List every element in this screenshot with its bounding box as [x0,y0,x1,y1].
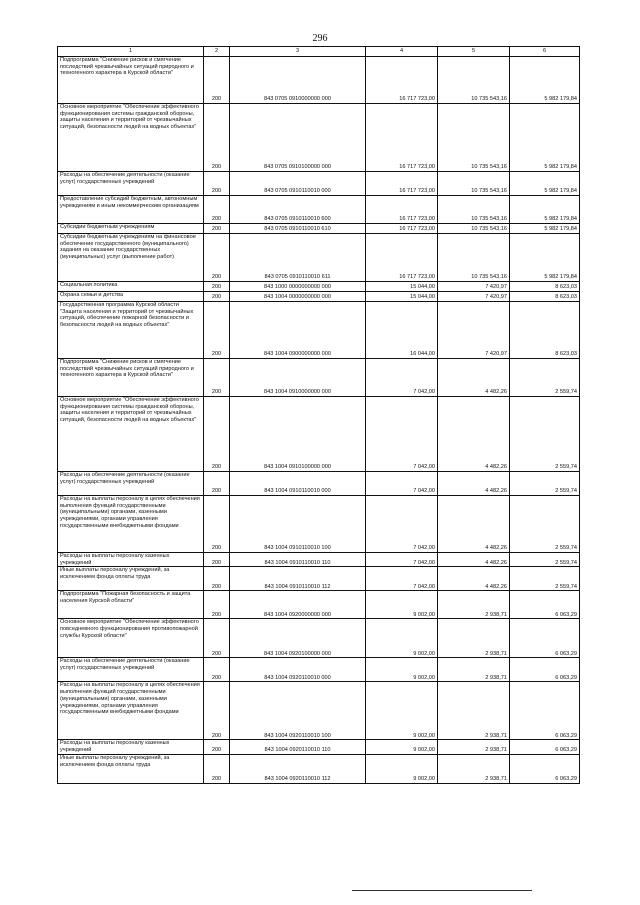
row-value-col4: 16 717 723,00 [366,224,438,234]
row-value-col5: 4 482,26 [438,397,510,472]
row-name: Расходы на выплаты персоналу в целях обеспечения выполнения функций государственными (муниципальными) органами, казенными учреждениями, органами управления государственными внебюджетными фондами [58,682,204,740]
row-name: Иные выплаты персоналу учреждений, за исключением фонда оплаты труда [58,754,204,783]
row-value-col5: 4 482,26 [438,567,510,591]
row-code: 200 [204,472,230,496]
row-code: 200 [204,234,230,282]
row-value-col4: 16 717 723,00 [366,104,438,172]
row-name: Расходы на выплаты персоналу в целях обеспечения выполнения функций государственными (муниципальными) органами, казенными учреждениями, органами управления государственными внебюджетными фондами [58,496,204,553]
row-value-col5: 4 482,26 [438,359,510,397]
row-value-col5: 10 735 543,16 [438,234,510,282]
row-value-col5: 10 735 543,16 [438,224,510,234]
table-row [58,553,580,567]
row-value-col5: 10 735 543,16 [438,104,510,172]
row-name: Расходы на обеспечение деятельности (оказание услуг) государственных учреждений [58,658,204,682]
table-row [58,754,580,783]
row-classifier: 843 1004 0910000000 000 [230,359,366,397]
row-value-col6: 2 559,74 [510,359,580,397]
row-value-col4: 16 717 723,00 [366,172,438,196]
row-code: 200 [204,172,230,196]
table-row [58,658,580,682]
row-classifier: 843 1004 0910100000 000 [230,397,366,472]
table-row [58,359,580,397]
column-header: 6 [510,47,580,57]
row-value-col6: 5 982 179,84 [510,172,580,196]
budget-table [57,46,580,784]
row-value-col6: 2 559,74 [510,496,580,553]
row-value-col4: 7 042,00 [366,397,438,472]
row-value-col5: 7 420,97 [438,282,510,292]
row-value-col6: 6 063,29 [510,591,580,619]
row-value-col4: 16 717 723,00 [366,196,438,224]
row-value-col6: 2 559,74 [510,472,580,496]
table-row [58,740,580,754]
row-classifier: 843 1004 0920110010 112 [230,754,366,783]
row-value-col6: 5 982 179,84 [510,57,580,104]
table-row [58,172,580,196]
row-code: 200 [204,591,230,619]
row-value-col6: 5 982 179,84 [510,234,580,282]
column-header: 4 [366,47,438,57]
row-value-col5: 10 735 543,16 [438,57,510,104]
row-classifier: 843 1004 0900000000 000 [230,302,366,359]
row-value-col6: 6 063,29 [510,682,580,740]
row-value-col6: 6 063,29 [510,740,580,754]
row-value-col6: 8 623,03 [510,282,580,292]
table-row [58,234,580,282]
table-row [58,57,580,104]
row-code: 200 [204,553,230,567]
row-classifier: 843 1004 0920100000 000 [230,619,366,658]
row-code: 200 [204,754,230,783]
row-value-col6: 8 623,03 [510,292,580,302]
row-name: Расходы на обеспечение деятельности (оказание услуг) государственных учреждений [58,172,204,196]
row-value-col4: 7 042,00 [366,553,438,567]
row-code: 200 [204,292,230,302]
row-value-col5: 10 735 543,16 [438,196,510,224]
row-name: Основное мероприятие "Обеспечение эффективного повседневного функционирования противопожарной службы Курской области" [58,619,204,658]
row-name: Охрана семьи и детства [58,292,204,302]
row-value-col5: 2 938,71 [438,591,510,619]
table-row [58,682,580,740]
row-value-col5: 4 482,26 [438,472,510,496]
row-classifier: 843 1004 0000000000 000 [230,292,366,302]
row-code: 200 [204,496,230,553]
row-code: 200 [204,104,230,172]
row-name: Расходы на выплаты персоналу казенных учреждений [58,740,204,754]
row-value-col4: 7 042,00 [366,359,438,397]
row-value-col4: 9 002,00 [366,740,438,754]
row-code: 200 [204,619,230,658]
row-value-col4: 9 002,00 [366,754,438,783]
column-header: 2 [204,47,230,57]
row-code: 200 [204,196,230,224]
table-row [58,224,580,234]
row-value-col6: 6 063,29 [510,619,580,658]
row-value-col4: 9 002,00 [366,591,438,619]
row-code: 200 [204,302,230,359]
table-row [58,397,580,472]
row-value-col4: 16 717 723,00 [366,234,438,282]
footer-rule [352,890,532,891]
row-value-col5: 10 735 543,16 [438,172,510,196]
row-name: Государственная программа Курской области "Защита населения и территорий от чрезвычайных ситуаций, обеспечение пожарной безопасности и безопасности людей на водных объектах" [58,302,204,359]
row-classifier: 843 1004 0910110010 110 [230,553,366,567]
row-code: 200 [204,224,230,234]
table-header-row [58,47,580,57]
row-code: 200 [204,359,230,397]
row-name: Подпрограмма "Снижение рисков и смягчение последствий чрезвычайных ситуаций природного и техногенного характера в Курской области" [58,57,204,104]
row-value-col4: 9 002,00 [366,658,438,682]
row-classifier: 843 0705 0910110010 600 [230,196,366,224]
table-row [58,567,580,591]
row-value-col5: 4 482,26 [438,553,510,567]
row-value-col4: 16 044,00 [366,302,438,359]
row-name: Основное мероприятие "Обеспечение эффективного функционирования системы гражданской обороны, защиты населения и территорий от чрезвычайных ситуаций, безопасности людей на водных объектах" [58,104,204,172]
row-value-col6: 5 982 179,84 [510,104,580,172]
row-classifier: 843 0705 0910000000 000 [230,57,366,104]
row-name: Расходы на выплаты персоналу казенных учреждений [58,553,204,567]
row-classifier: 843 1004 0910110010 112 [230,567,366,591]
row-code: 200 [204,567,230,591]
row-value-col5: 2 938,71 [438,682,510,740]
row-classifier: 843 0705 0910110010 610 [230,224,366,234]
row-value-col5: 2 938,71 [438,658,510,682]
row-code: 200 [204,740,230,754]
table-row [58,496,580,553]
column-header: 3 [230,47,366,57]
row-value-col5: 7 420,97 [438,292,510,302]
row-name: Подпрограмма "Снижение рисков и смягчение последствий чрезвычайных ситуаций природного и техногенного характера в Курской области" [58,359,204,397]
table-row [58,472,580,496]
row-name: Субсидии бюджетным учреждениям [58,224,204,234]
row-value-col5: 2 938,71 [438,740,510,754]
row-classifier: 843 0705 0910100000 000 [230,104,366,172]
row-classifier: 843 1004 0920110010 100 [230,682,366,740]
row-value-col6: 6 063,29 [510,658,580,682]
row-name: Субсидии бюджетным учреждениям на финансовое обеспечение государственного (муниципального) задания на оказание государственных (муниципальных) услуг (выполнение работ) [58,234,204,282]
column-header: 1 [58,47,204,57]
row-value-col6: 2 559,74 [510,553,580,567]
row-name: Предоставление субсидий бюджетным, автономным учреждениям и иным некоммерческим организациям [58,196,204,224]
row-value-col4: 9 002,00 [366,682,438,740]
column-header: 5 [438,47,510,57]
row-value-col6: 2 559,74 [510,397,580,472]
row-name: Подпрограмма "Пожарная безопасность и защита населения Курской области" [58,591,204,619]
row-value-col6: 8 623,03 [510,302,580,359]
row-classifier: 843 0705 0910110010 000 [230,172,366,196]
row-classifier: 843 1004 0920110010 110 [230,740,366,754]
row-value-col4: 7 042,00 [366,496,438,553]
row-value-col6: 6 063,29 [510,754,580,783]
table-row [58,619,580,658]
table-row [58,591,580,619]
row-value-col4: 16 717 723,00 [366,57,438,104]
row-value-col4: 9 002,00 [366,619,438,658]
table-row [58,292,580,302]
row-value-col6: 2 559,74 [510,567,580,591]
table-row [58,196,580,224]
row-value-col5: 7 420,97 [438,302,510,359]
row-name: Социальная политика [58,282,204,292]
row-name: Основное мероприятие "Обеспечение эффективного функционирования системы гражданской обороны, защиты населения и территорий от чрезвычайных ситуаций, безопасности людей на водных объектах" [58,397,204,472]
row-value-col4: 7 042,00 [366,472,438,496]
row-value-col5: 2 938,71 [438,754,510,783]
row-name: Расходы на обеспечение деятельности (оказание услуг) государственных учреждений [58,472,204,496]
row-code: 200 [204,658,230,682]
row-value-col5: 2 938,71 [438,619,510,658]
row-value-col6: 5 982 179,84 [510,196,580,224]
row-value-col4: 15 044,00 [366,292,438,302]
row-value-col6: 5 982 179,84 [510,224,580,234]
row-classifier: 843 1004 0910110010 000 [230,472,366,496]
table-row [58,302,580,359]
page-number: 296 [312,33,328,44]
row-classifier: 843 1004 0910110010 100 [230,496,366,553]
row-code: 200 [204,57,230,104]
row-value-col4: 15 044,00 [366,282,438,292]
row-code: 200 [204,282,230,292]
row-classifier: 843 0705 0910110010 611 [230,234,366,282]
table-row [58,282,580,292]
row-classifier: 843 1000 0000000000 000 [230,282,366,292]
row-classifier: 843 1004 0920110010 000 [230,658,366,682]
row-classifier: 843 1004 0920000000 000 [230,591,366,619]
row-name: Иные выплаты персоналу учреждений, за исключением фонда оплаты труда [58,567,204,591]
row-code: 200 [204,682,230,740]
row-value-col5: 4 482,26 [438,496,510,553]
row-code: 200 [204,397,230,472]
row-value-col4: 7 042,00 [366,567,438,591]
table-row [58,104,580,172]
